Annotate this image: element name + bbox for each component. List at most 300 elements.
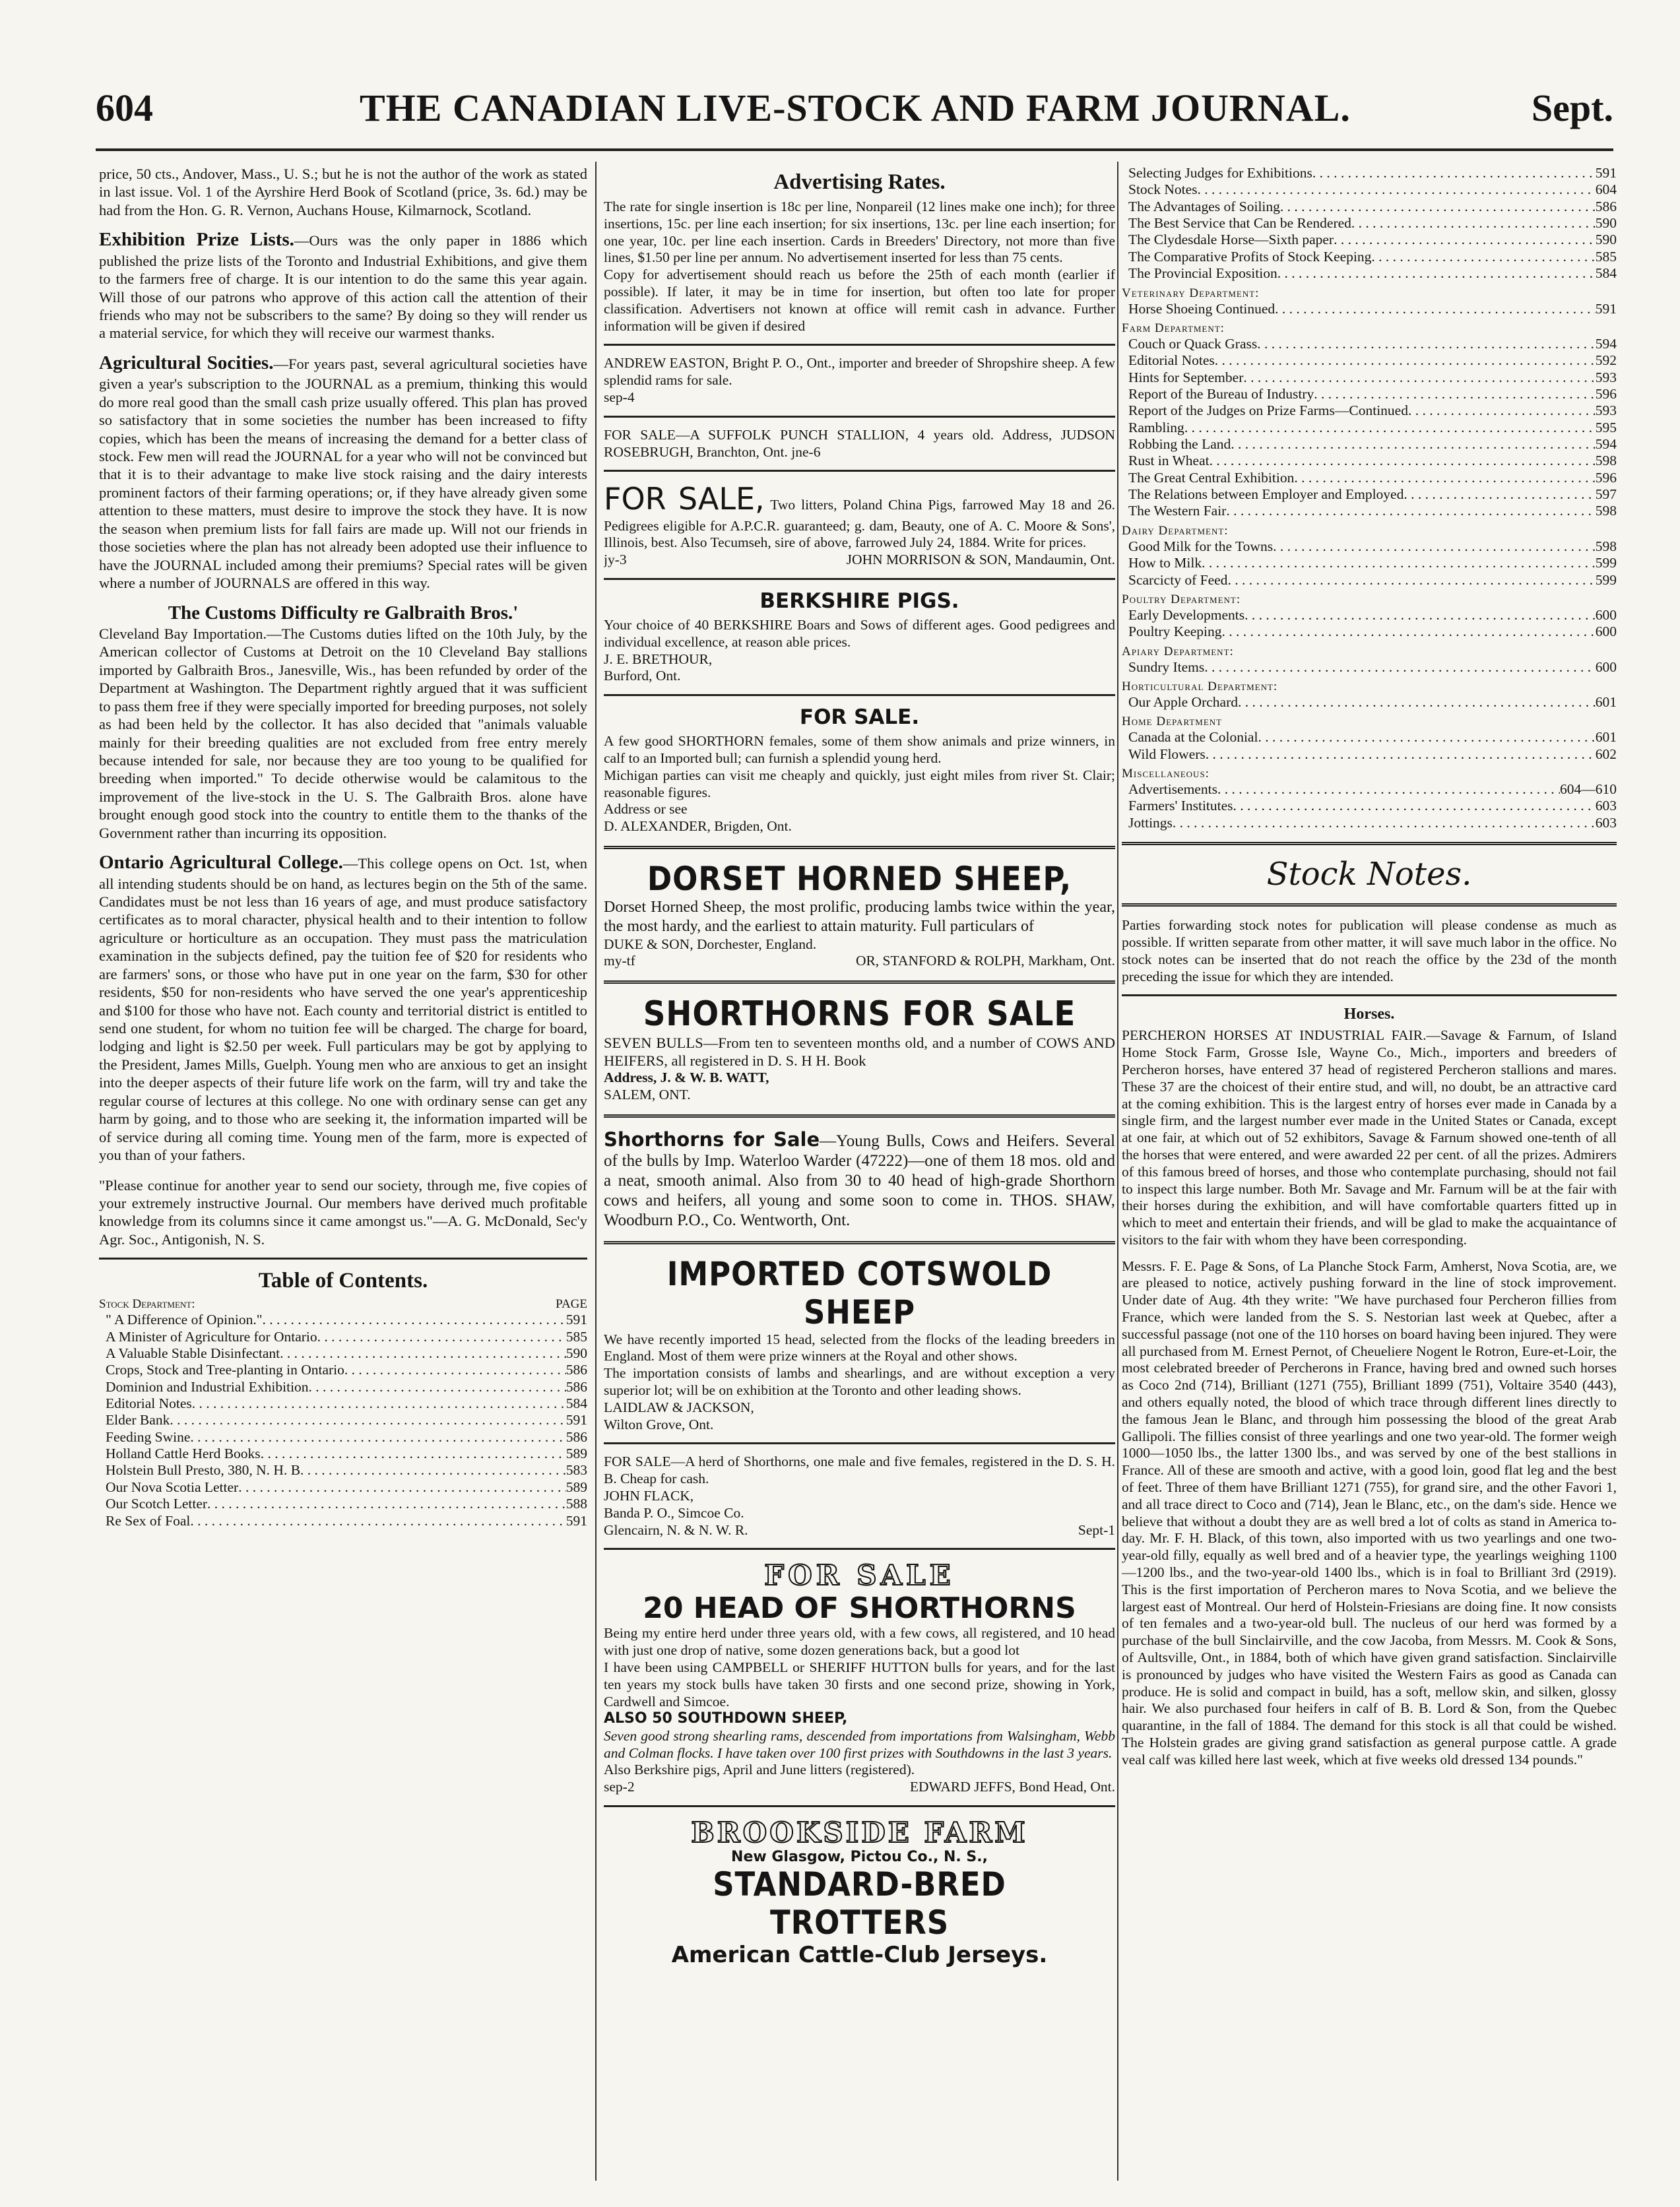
toc-entry-title: The Best Service that Can be Rendered <box>1128 215 1351 232</box>
toc-entry <box>1122 746 1617 763</box>
toc-leader <box>1258 729 1595 746</box>
toc-entry <box>99 1345 587 1362</box>
toc-entry-title: Editorial Notes <box>106 1395 192 1412</box>
article-heading: Exhibition Prize Lists. <box>99 229 294 251</box>
ad-rule <box>604 1241 1115 1244</box>
rates-text: The rate for single insertion is 18c per line, Nonpareil (12 lines make one inch); for three insertions, 15c. per line each insertion; for six insertions, 13c. per line each insertion; for one year, 10c. per line each insertion. Cards in Breeders' Directory, not more than five lines, $1.50 per line per annum. No advertisement inserted for less than 75 cents. <box>604 199 1115 266</box>
toc-entry-page: 591 <box>565 1512 587 1529</box>
cotswold-signature: LAIDLAW & JACKSON, <box>604 1399 754 1415</box>
for-sale-address: Address or see <box>604 801 688 817</box>
toc-entry-page: 600 <box>1595 606 1617 623</box>
easton-ad: ANDREW EASTON, Bright P. O., Ont., importer and breeder of Shropshire sheep. A few splendid rams for sale. <box>604 355 1115 389</box>
jeffs-text-2: I have been using CAMPBELL or SHERIFF HUTTON bulls for years, and for the last ten years my stock bulls have taken 30 firsts and one second prize, showing in York, Cardwell and Simcoe. <box>604 1659 1115 1710</box>
horses-heading: Horses. <box>1343 1006 1395 1023</box>
jeffs-signature <box>604 1779 1115 1796</box>
toc-leader <box>1314 386 1596 402</box>
ad-rule <box>604 1114 1115 1118</box>
toc-entry-title: Holland Cattle Herd Books <box>106 1446 261 1462</box>
toc-entry-title: Horse Shoeing Continued <box>1128 300 1276 317</box>
toc-leader <box>262 1312 565 1328</box>
toc-entry <box>1122 420 1617 436</box>
toc-department-label: Farm Department: <box>1122 321 1225 335</box>
cotswold-place: Wilton Grove, Ont. <box>604 1416 714 1432</box>
page-sons-note: Messrs. F. E. Page & Sons, of La Planche Stock Farm, Amherst, Nova Scotia, are, we are pleased to notice, actively pushing forward in the line of stock improvement. Under date of Aug. 4th they write: "We have purchased four Percheron fillies from France, which were landed from the S. S. Nestorian last week at Quebec, after a successful passage (not one of the 110 horses on board having been injured. They were all purchased from M. Ernest Pernot, of Cheueliere Nogent le Rotron, Eure-et-Loir, the most celebrated breeder of Percherons in France, having bred and owned such horses as Coco 2nd (714), Brilliant (1271 (755), Brilliant 1899 (751), Voltaire 3540 (443), and others equally noted, the blood of which trace through different lines directly to the famous Jean le Blanc, and through him possessing the blood of the great Arab Gallipoli. The fillies consist of three yearlings and one two year-old. The former weigh 1000—1050 lbs., the latter 1300 lbs., and was served by one of the best stallions in France. All of these are smooth and active, with a good loin, good flat leg and the best of feet. Three of them have Brilliant 1271 (755), for grand sire, and the other Favori 1, and all trace direct to Coco and (714), Jean le Blanc, etc., on the dam's side. Hence we believe that without a doubt they are as well bred a lot of colts as stand in America to-day. Mr. F. H. Black, of this town, also imported with us two yearlings and one two-year-old filly, equally as well bred and of a heavier type, the yearlings weighing 1100—1200 lbs., and the two-year-old 1400 lbs., which is in foal to Brilliant 3rd (2919). This is the first importation of Percheron mares to Nova Scotia, and we believe the largest east of Montreal. Our herd of Holstein-Friesians are doing fine. It now consists of ten females and a two-year-old bull. The nucleus of our herd was formed by a purchase of the bull Sinclairville, and the cow Jacoba, from Messrs. M. Cook & Sons, of Aultsville, Ont., in 1884, both of which have given grand satisfaction. Sinclairville is pronounced by judges who have visited the Western Fairs as good as Canada can produce. He is solid and compact in build, has a soft, mellow skin, and silken, glossy hair. We also purchased four heifers in calf of B. B. Lord & Son, from the Quebec quarantine, in the fall of 1884. The demand for this stock is all that could be wished. The Holstein grades are giving grand satisfaction as general purpose cattle. A grade veal calf was killed here last week, which at five weeks old dressed 134 pounds." <box>1122 1258 1617 1768</box>
poland-name: JOHN MORRISON & SON, Mandaumin, Ont. <box>846 552 1115 568</box>
toc-entry-page: 598 <box>1595 538 1617 554</box>
column-left <box>99 165 587 2177</box>
toc-entry-title: How to Milk <box>1128 555 1202 571</box>
toc-entry-page: 604—610 <box>1560 781 1617 798</box>
toc-entry-title: Robbing the Land <box>1128 436 1231 453</box>
toc-entry-title: Re Sex of Foal <box>106 1512 191 1529</box>
toc-entry-title: Advertisements <box>1128 781 1217 798</box>
toc-entry-page: 604 <box>1595 181 1617 198</box>
toc-entry-page: 586 <box>1595 198 1617 214</box>
toc-leader <box>1280 199 1596 215</box>
jeffs-also: ALSO 50 SOUTHDOWN SHEEP, <box>604 1710 848 1727</box>
toc-leader <box>1202 555 1596 571</box>
toc-entry-page: 589 <box>565 1479 587 1495</box>
toc-entry <box>99 1379 587 1395</box>
toc-entry <box>1122 336 1617 352</box>
toc-entry-title: The Clydesdale Horse—Sixth paper <box>1128 232 1334 248</box>
cotswold-title: IMPORTED COTSWOLD SHEEP <box>666 1254 1052 1331</box>
toc-entry-page: 602 <box>1595 746 1617 762</box>
toc-entry-page: 599 <box>1595 555 1617 571</box>
toc-leader <box>300 1462 566 1479</box>
toc-department-list <box>1122 729 1617 763</box>
article-body: —For years past, several agricultural societies have given a year's subscription to the JOURNAL as a premium, thinking this would do more real good than the small cash prize usually offered. This plan has proved so satisfactory that in some societies the number has been increased to fifty copies, which has been the means of increasing the demand for a better class of stock. Few men will read the JOURNAL for a year who will not be convinced but that it is to their advantage to make live stock raising and the dairy interests prominent factors of their farming operations; or, if they have already given some attention to these matters, must desire to improve the stock they have. It is now the season when premium lists for fall fairs are made up. Will not our friends in those societies where the plan has not already been adopted use their influence to have the JOURNAL included among their premiums? Special rates will be given where a number of JOURNALS are offered in this way. <box>99 355 587 592</box>
article-heading: The Customs Difficulty re Galbraith Bros.' <box>168 602 519 624</box>
column-divider <box>1117 162 1118 2181</box>
toc-leader <box>1226 503 1595 519</box>
toc-leader <box>1408 402 1596 419</box>
cotswold-text: We have recently imported 15 head, selected from the flocks of the leading breeders in England. Most of them were prize winners at the Royal and other shows. <box>604 1331 1115 1364</box>
ad-rule <box>604 416 1115 418</box>
toc-leader <box>190 1513 565 1529</box>
poland-heading: FOR SALE, <box>604 481 765 517</box>
toc-entry <box>1122 781 1617 798</box>
rates-text-2: Copy for advertisement should reach us before the 25th of each month (earlier if possible). If later, it may be in time for insertion, but often too late for proper classification. Advertisers not known at office will remit cash in advance. Further information will be given if desired <box>604 267 1115 334</box>
toc-department-list <box>1122 538 1617 589</box>
toc-entry-title: Good Milk for the Towns <box>1128 538 1274 554</box>
jeffs-text-4: Also Berkshire pigs, April and June litters (registered). <box>604 1762 915 1778</box>
toc-department-list <box>1122 607 1617 641</box>
article-heading: Agricultural Socities. <box>99 352 274 373</box>
agricultural-article <box>99 352 587 592</box>
toc-entry-page: 600 <box>1595 624 1617 640</box>
shaw-heading: Shorthorns for Sale <box>604 1128 820 1151</box>
toc-department-label: Home Department <box>1122 715 1223 729</box>
toc-entry-page: 590 <box>1595 232 1617 248</box>
toc-stock-list <box>99 1312 587 1529</box>
toc-entry-title: " A Difference of Opinion." <box>106 1312 263 1328</box>
toc-entry-page: 592 <box>1595 352 1617 369</box>
toc-leader <box>1277 265 1596 282</box>
toc-leader <box>1243 369 1595 386</box>
toc-entry <box>1122 572 1617 589</box>
issue-month: Sept. <box>1531 86 1613 129</box>
intro-paragraph: price, 50 cts., Andover, Mass., U. S.; but he is not the author of the work as stated in last issue. Vol. 1 of the Ayrshire Herd Book of Scotland (price, 3s. 6d.) may be had from the Hon. G. R. Vernon, Auchans House, Kilmarnock, Scotland. <box>99 166 587 218</box>
toc-entry-title: Early Developments <box>1128 606 1245 623</box>
toc-leader <box>280 1345 566 1362</box>
brookside-title: BROOKSIDE FARM <box>691 1816 1028 1849</box>
toc-entry <box>1122 301 1617 317</box>
toc-continued-list <box>1122 165 1617 282</box>
toc-entry <box>99 1479 587 1496</box>
flack-text: FOR SALE—A herd of Shorthorns, one male and five females, registered in the D. S. H. B. Cheap for cash. <box>604 1454 1115 1487</box>
dorset-code: my-tf <box>604 953 635 969</box>
toc-entry-page: 600 <box>1595 658 1617 675</box>
toc-entry-title: Holstein Bull Presto, 380, N. H. B <box>106 1462 301 1479</box>
toc-entry-page: 598 <box>1595 503 1617 519</box>
jeffs-code: sep-2 <box>604 1779 635 1795</box>
jeffs-title: 20 HEAD OF SHORTHORNS <box>643 1591 1076 1626</box>
toc-leader <box>1244 607 1596 624</box>
toc-leader <box>344 1362 566 1378</box>
toc-leader <box>317 1329 566 1345</box>
suffolk-ad: FOR SALE—A SUFFOLK PUNCH STALLION, 4 years old. Address, JUDSON ROSEBRUGH, Branchton, Ont. jne-6 <box>604 426 1115 460</box>
toc-leader <box>170 1412 565 1428</box>
rates-title: Advertising Rates. <box>773 170 946 194</box>
shaw-text: —Young Bulls, Cows and Heifers. Several of the bulls by Imp. Waterloo Warder (47222)—one of them 18 mos. old and a neat, smooth animal. Also from 30 to 40 head of high-grade Shorthorn cows and heifers, all young and some soon to come in. THOS. SHAW, Woodburn P.O., Co. Wentworth, Ont. <box>604 1132 1115 1229</box>
toc-entry-title: Crops, Stock and Tree-planting in Ontario <box>106 1362 344 1378</box>
toc-entry-page: 593 <box>1595 369 1617 385</box>
toc-entry-title: Report of the Bureau of Industry <box>1128 385 1314 402</box>
toc-entry <box>99 1429 587 1446</box>
toc-entry <box>1122 486 1617 503</box>
toc-entry <box>99 1496 587 1512</box>
toc-entry-page: 589 <box>565 1446 587 1462</box>
college-article <box>99 851 587 1164</box>
flack-left: Glencairn, N. & N. W. R. <box>604 1521 748 1538</box>
article-body: —This college opens on Oct. 1st, when all intending students should be on hand, as lectures begin on the 5th of the same. Candidates must be not less than 16 years of age, and must produce satisfactory certificates as to moral character, physical health and to their intention to follow agriculture or horticulture as an occupation. They must pass the matriculation examination in the subjects defined, pay the tuition fee of $20 for residents who are farmers' sons, or those who have put in one year on the farm, $30 for other residents, $50 for non-residents who have served the one year's apprenticeship and $100 for those who have not. Each county and territorial district is entitled to send one student, for whom no tuition fee will be charged. The charge for board, lodging and light is $2.50 per week. Full particulars may be got by applying to the President, James Mills, Guelph. Young men who are anxious to get an insight into the deeper aspects of their future life work on the farm, will try and take the regular course of lectures at this college. No one with ordinary sense can get any harm by going, and to those who are seeking it, the information imparted will be of service during all coming time. Young men of the farm, more is expected of you than of your fathers. <box>99 855 587 1164</box>
section-rule <box>1122 903 1617 907</box>
toc-department-label: Veterinary Department: <box>1122 286 1260 300</box>
toc-entry <box>99 1462 587 1479</box>
cotswold-text-2: The importation consists of lambs and shearlings, and are without exception a very superior lot; will be on exhibition at the Toronto and other leading shows. <box>604 1365 1115 1399</box>
toc-entry <box>99 1362 587 1378</box>
shaw-ad <box>604 1128 1115 1231</box>
column-divider <box>595 162 597 2181</box>
toc-department-list <box>1122 301 1617 317</box>
toc-entry-title: The Western Fair <box>1128 503 1227 519</box>
toc-entry-page: 585 <box>1595 248 1617 265</box>
flack-code: Sept-1 <box>1078 1521 1115 1538</box>
ad-rule <box>604 344 1115 346</box>
toc-entry <box>99 1513 587 1529</box>
toc-entry <box>1122 694 1617 711</box>
toc-entry <box>1122 181 1617 198</box>
percheron-note: PERCHERON HORSES AT INDUSTRIAL FAIR.—Savage & Farnum, of Island Home Stock Farm, Grosse Isle, Wayne Co., Mich., importers and breeders of Percheron horses, have entered 37 head of registered Percheron stallions and mares. These 37 are the choicest of their entire stud, and will, no doubt, be an attractive card at the coming exhibition. This is the largest entry of horses ever made in Canada by a single firm, and the largest number ever made in the United States or Canada, except at one fair, at which out of 52 exhibitors, Savage & Farnum showed one-tenth of all the horses that were entered, and were awarded 22 per cent. of all the prizes. Admirers of this famous breed of horses, and those who contemplate purchasing, should not fail to inspect this large number. Both Mr. Savage and Mr. Farnum will be at the fair with their horses during the exhibition, and will have comfortable quarters fitted up in which to meet and entertain their friends, and will be glad to make the acquaintance of visitors to the fair with whom they have been corresponding. <box>1122 1027 1617 1248</box>
ad-rule <box>604 578 1115 580</box>
toc-entry-title: Rust in Wheat <box>1128 453 1210 469</box>
toc-entry <box>99 1412 587 1428</box>
toc-department-label: Miscellaneous: <box>1122 767 1210 781</box>
toc-entry <box>1122 538 1617 555</box>
toc-leader <box>192 1395 566 1412</box>
toc-leader <box>1334 232 1596 248</box>
toc-leader <box>1210 453 1596 469</box>
toc-entry <box>1122 503 1617 519</box>
toc-entry <box>1122 607 1617 624</box>
toc-entry <box>1122 199 1617 215</box>
jeffs-for-sale: FOR SALE <box>764 1559 955 1592</box>
toc-department-label: Dairy Department: <box>1122 523 1229 538</box>
toc-entry-title: Dominion and Industrial Exhibition <box>106 1378 309 1395</box>
toc-entry <box>1122 386 1617 402</box>
toc-entry <box>99 1329 587 1345</box>
toc-entry-page: 599 <box>1595 571 1617 588</box>
toc-entry <box>1122 215 1617 232</box>
toc-entry-page: 595 <box>1595 419 1617 435</box>
toc-entry <box>99 1312 587 1328</box>
toc-entry-page: 594 <box>1595 436 1617 453</box>
article-body: —Ours was the only paper in 1886 which published the prize lists of the Toronto and Industrial Exhibitions, and give them to the farmers free of charge. It is our intention to do the same this year again. Will those of our patrons who approve of this action call the attention of their friends who may not be subscribers to the same? By doing so they will render us a material service, for which they will receive our warmest thanks. <box>99 232 587 342</box>
toc-entry-page: 596 <box>1595 385 1617 402</box>
toc-entry-page: 586 <box>565 1362 587 1378</box>
stock-notes-intro: Parties forwarding stock notes for publication will please condense as much as possible. If written separate from other matter, it will save much labor in the office. No stock notes can be inserted that do not reach the office by the 23d of the month preceding the issue for which they are intended. <box>1122 917 1617 984</box>
toc-entry-page: 588 <box>565 1496 587 1512</box>
toc-entry <box>1122 659 1617 676</box>
poland-signature <box>604 552 1115 569</box>
shorthorns-signature: SALEM, ONT. <box>604 1086 691 1103</box>
berkshire-text: Your choice of 40 BERKSHIRE Boars and Sows of different ages. Good pedigrees and individual excellence, at reason able prices. <box>604 616 1115 650</box>
toc-entry-page: 596 <box>1595 469 1617 486</box>
brookside-jerseys: American Cattle-Club Jerseys. <box>671 1942 1048 1969</box>
toc-entry-page: 585 <box>565 1328 587 1345</box>
toc-entry-title: The Advantages of Soiling <box>1128 198 1280 214</box>
toc-entry-title: Hints for September <box>1128 369 1244 385</box>
toc-entry-title: Editorial Notes <box>1128 352 1215 369</box>
poland-text: Two litters, Poland China Pigs, farrowed May 18 and 26. Pedigrees eligible for A.P.C.R. guaranteed; g. dam, Beauty, one of A. C. Moore & Sons', Illinois, best. Also Tecumseh, sire of above, farrowed July 24, 1884. Write for prices. <box>604 497 1115 551</box>
flack-name: JOHN FLACK, <box>604 1488 694 1504</box>
toc-entry <box>1122 470 1617 486</box>
toc-leader <box>1351 215 1596 232</box>
toc-page-label: PAGE <box>556 1297 587 1312</box>
shorthorns-address: Address, J. & W. B. WATT, <box>604 1070 769 1086</box>
toc-section-header <box>99 1297 587 1312</box>
toc-entry <box>1122 729 1617 746</box>
toc-leader <box>1371 249 1595 265</box>
toc-entry-title: Selecting Judges for Exhibitions <box>1128 165 1312 181</box>
toc-entry-title: Rambling <box>1128 419 1184 435</box>
toc-department-list <box>1122 336 1617 520</box>
ad-rule <box>604 1548 1115 1550</box>
dorset-title: DORSET HORNED SHEEP, <box>647 859 1072 898</box>
brookside-trotters: STANDARD-BRED TROTTERS <box>713 1865 1006 1942</box>
toc-entry-title: Report of the Judges on Prize Farms—Continued <box>1128 402 1408 419</box>
toc-entry-page: 591 <box>565 1412 587 1428</box>
ad-rule <box>604 694 1115 696</box>
poland-ad <box>604 481 1115 552</box>
toc-leader <box>1273 538 1596 555</box>
toc-entry-page: 584 <box>1595 265 1617 282</box>
toc-entry-title: Canada at the Colonial <box>1128 729 1258 746</box>
toc-entry-page: 594 <box>1595 335 1617 352</box>
toc-leader <box>1217 781 1560 798</box>
ad-rule <box>604 980 1115 984</box>
toc-entry <box>1122 815 1617 831</box>
toc-department-label: Apiary Department: <box>1122 644 1234 658</box>
jeffs-text: Being my entire herd under three years old, with a few cows, all registered, and 10 head with just one drop of native, some dozen generations back, but a good lot <box>604 1625 1115 1659</box>
article-heading: Ontario Agricultural College. <box>99 852 343 874</box>
toc-leader <box>1206 746 1596 763</box>
berkshire-signature: J. E. BRETHOUR, <box>604 651 713 667</box>
toc-leader <box>1231 436 1595 453</box>
column-middle <box>604 165 1115 2177</box>
for-sale-text: A few good SHORTHORN females, some of them show animals and prize winners, in calf to an Imported bull; can furnish a splendid young herd. <box>604 733 1115 766</box>
toc-leader <box>1294 470 1595 486</box>
toc-entry-page: 584 <box>565 1395 587 1412</box>
toc-entry-title: The Relations between Employer and Employed <box>1128 486 1404 503</box>
toc-department-list <box>1122 781 1617 831</box>
ad-rule <box>604 1805 1115 1807</box>
toc-entry-title: Our Scotch Letter <box>106 1496 208 1512</box>
toc-entry <box>1122 453 1617 469</box>
toc-entry-title: Farmers' Institutes <box>1128 798 1233 814</box>
toc-entry-title: The Provincial Exposition <box>1128 265 1277 282</box>
column-right <box>1122 165 1617 2177</box>
dorset-signature-2 <box>604 953 1115 970</box>
toc-leader <box>1257 336 1596 352</box>
toc-leader <box>1215 352 1596 369</box>
toc-entry-title: Stock Notes <box>1128 181 1198 198</box>
toc-leader <box>261 1446 566 1462</box>
toc-entry-title: The Comparative Profits of Stock Keeping <box>1128 248 1372 265</box>
toc-leader <box>238 1479 566 1496</box>
toc-entry <box>1122 232 1617 248</box>
toc-entry <box>1122 352 1617 369</box>
toc-department-list <box>1122 694 1617 711</box>
flack-address: Banda P. O., Simcoe Co. <box>604 1504 744 1521</box>
ad-rule <box>604 470 1115 472</box>
toc-entry <box>1122 265 1617 282</box>
toc-entry-page: 583 <box>565 1462 587 1479</box>
toc-entry <box>99 1446 587 1462</box>
toc-leader <box>1173 815 1596 831</box>
toc-entry-page: 603 <box>1595 798 1617 814</box>
toc-department-label: Poultry Department: <box>1122 592 1241 606</box>
toc-department-list <box>1122 659 1617 676</box>
toc-entry <box>1122 555 1617 571</box>
ad-rule <box>604 846 1115 849</box>
header-rule <box>96 148 1613 151</box>
brookside-address: New Glasgow, Pictou Co., N. S., <box>731 1849 988 1866</box>
ad-rule <box>604 1442 1115 1444</box>
dorset-alt: OR, STANFORD & ROLPH, Markham, Ont. <box>855 953 1115 969</box>
reader-quote: "Please continue for another year to send our society, through me, five copies of your extremely instructive Journal. Our members have derived much profitable knowledge from its columns since it came amongst us."—A. G. McDonald, Sec'y Agr. Soc., Antigonish, N. S. <box>99 1176 587 1248</box>
toc-entry <box>1122 249 1617 265</box>
toc-leader <box>1198 181 1596 198</box>
toc-entry-page: 590 <box>1595 215 1617 232</box>
toc-leader <box>1312 165 1596 181</box>
jeffs-name: EDWARD JEFFS, Bond Head, Ont. <box>909 1779 1115 1795</box>
berkshire-place: Burford, Ont. <box>604 668 681 684</box>
toc-entry-title: Sundry Items <box>1128 658 1205 675</box>
toc-leader <box>1404 486 1595 503</box>
customs-article <box>99 602 587 843</box>
for-sale-title: FOR SALE. <box>799 705 920 730</box>
toc-entry-page: 598 <box>1595 453 1617 469</box>
toc-entry-title: Feeding Swine <box>106 1428 191 1445</box>
toc-entry-title: Our Nova Scotia Letter <box>106 1479 239 1495</box>
easton-code: sep-4 <box>604 389 635 405</box>
toc-entry-title: A Valuable Stable Disinfectant <box>106 1345 280 1361</box>
toc-entry-title: Our Apple Orchard <box>1128 693 1238 710</box>
toc-entry-title: Wild Flowers <box>1128 746 1206 762</box>
toc-title: Table of Contents. <box>258 1269 428 1293</box>
section-rule <box>99 1258 587 1260</box>
jeffs-text-3: Seven good strong shearling rams, descended from importations from Walsingham, Webb and Colman flocks. I have taken over 100 first prizes with Southdowns in the last 3 years. <box>604 1727 1115 1761</box>
toc-entry <box>1122 165 1617 181</box>
toc-leader <box>1238 694 1596 711</box>
toc-entry <box>1122 436 1617 453</box>
toc-entry <box>1122 369 1617 386</box>
section-rule <box>1122 842 1617 845</box>
toc-entry-page: 593 <box>1595 402 1617 419</box>
toc-entry-page: 601 <box>1595 693 1617 710</box>
toc-entry-page: 591 <box>565 1312 587 1328</box>
toc-leader <box>1275 301 1596 317</box>
toc-departments <box>1122 286 1617 832</box>
toc-leader <box>309 1379 566 1395</box>
for-sale-text-2: Michigan parties can visit me cheaply and quickly, just eight miles from river St. Clair; reasonable figures. <box>604 767 1115 800</box>
flack-footer <box>604 1522 1115 1539</box>
toc-leader <box>1184 420 1596 436</box>
toc-entry-page: 586 <box>565 1378 587 1395</box>
stock-notes-title: Stock Notes. <box>1266 856 1472 893</box>
toc-leader <box>207 1496 566 1512</box>
toc-entry-title: The Great Central Exhibition <box>1128 469 1295 486</box>
toc-leader <box>1222 624 1596 640</box>
toc-leader <box>1233 798 1596 814</box>
shorthorns-text: SEVEN BULLS—From ten to seventeen months old, and a number of COWS AND HEIFERS, all registered in D. S. H H. Book <box>604 1035 1115 1070</box>
dorset-text: Dorset Horned Sheep, the most prolific, producing lambs twice within the year, the most hardy, and the earliest to attain maturity. Full particulars of <box>604 898 1115 935</box>
toc-entry <box>1122 402 1617 419</box>
toc-section-label: Stock Department: <box>99 1297 195 1312</box>
toc-entry-title: A Minister of Agriculture for Ontario <box>106 1328 317 1345</box>
toc-entry-page: 603 <box>1595 814 1617 831</box>
toc-entry-title: Couch or Quack Grass <box>1128 335 1258 352</box>
toc-department-label: Horticultural Department: <box>1122 679 1278 693</box>
toc-leader <box>1227 572 1595 589</box>
toc-entry <box>1122 624 1617 640</box>
toc-entry-page: 591 <box>1595 165 1617 181</box>
section-rule <box>1122 994 1617 996</box>
toc-entry-page: 586 <box>565 1428 587 1445</box>
page-header <box>96 86 1613 139</box>
toc-leader <box>190 1429 565 1446</box>
toc-entry-page: 590 <box>565 1345 587 1361</box>
page-number: 604 <box>96 86 153 129</box>
toc-entry-page: 597 <box>1595 486 1617 503</box>
toc-entry <box>99 1395 587 1412</box>
exhibition-article <box>99 228 587 342</box>
article-body: Cleveland Bay Importation.—The Customs duties lifted on the 10th July, by the American collector of Customs at Detroit on the 10 Cleveland Bay stallions imported by Galbraith Bros., Janesville, Wis., has been refunded by order of the Department at Washington. The Department rightly argued that it was sufficient to pass them free if they were specially imported for breeding purposes, not solely as had been held by the collector. It has also decided that "animals valuable mainly for their breeding qualities are not excluded from free entry merely because intended for sale, nor because they are too young to be qualified for breeding when imported." To decide otherwise would be calamitous to the improvement of the live-stock in the U. S. The Galbraith Bros. alone have brought enough good stock into the country to entitle them to the thanks of the Government rather than incurring its opposition. <box>99 625 587 841</box>
journal-title: THE CANADIAN LIVE-STOCK AND FARM JOURNAL. <box>360 86 1351 129</box>
toc-entry-title: Elder Bank <box>106 1412 170 1428</box>
dorset-signature: DUKE & SON, Dorchester, England. <box>604 936 817 952</box>
shorthorns-title: SHORTHORNS FOR SALE <box>643 994 1076 1035</box>
toc-entry <box>1122 798 1617 814</box>
toc-entry-page: 601 <box>1595 729 1617 746</box>
toc-entry-title: Poultry Keeping <box>1128 624 1222 640</box>
toc-entry-page: 591 <box>1595 300 1617 317</box>
toc-entry-title: Jottings <box>1128 814 1173 831</box>
toc-leader <box>1204 659 1595 676</box>
for-sale-signature: D. ALEXANDER, Brigden, Ont. <box>604 818 792 835</box>
